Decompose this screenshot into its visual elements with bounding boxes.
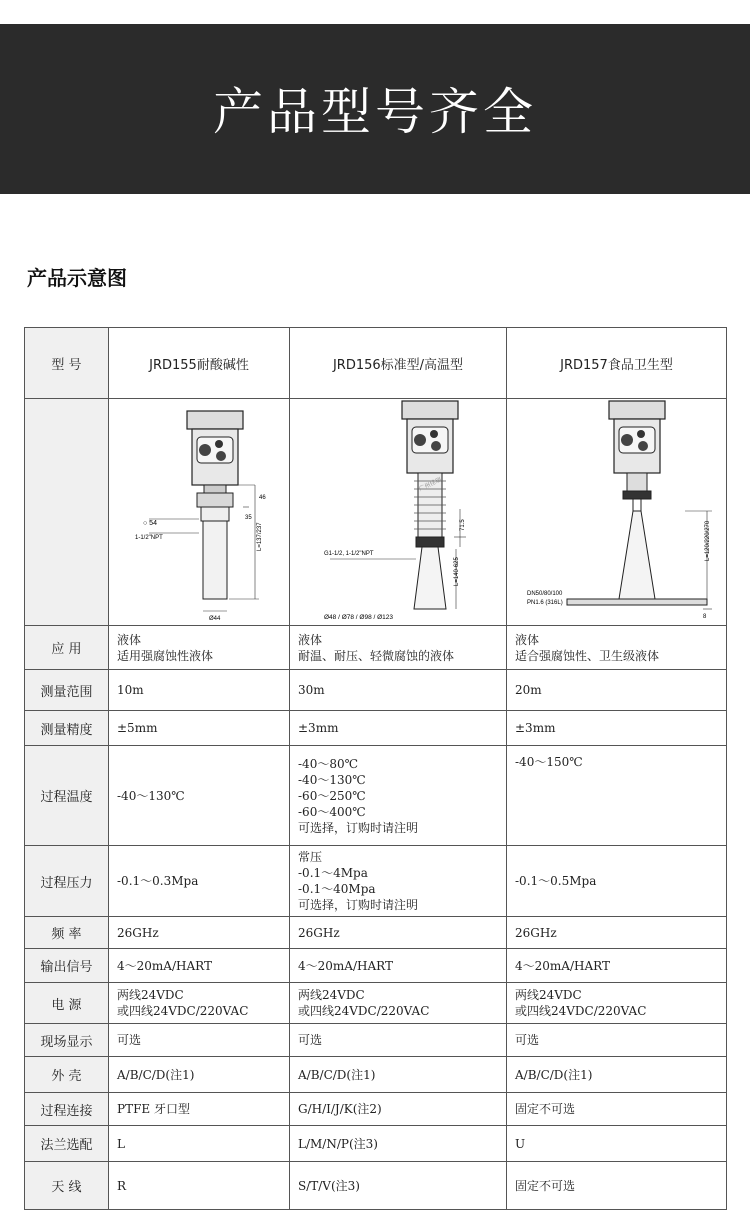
d2-dialist: Ø48 / Ø78 / Ø98 / Ø123: [324, 614, 394, 621]
diagram-row: [25, 399, 727, 626]
cell-line: 可选: [298, 1033, 323, 1047]
row-output-signal: [25, 949, 727, 983]
cell-line: 可选: [117, 1033, 142, 1047]
row-label-process-connection: 过程连接: [25, 1093, 109, 1126]
row-label-output-signal: 输出信号: [25, 949, 109, 983]
cell-application-model2: [290, 626, 507, 670]
cell-local-display-model2: [290, 1024, 507, 1057]
cell-line: 可选择，订购时请注明: [298, 820, 419, 835]
row-antenna: [25, 1162, 727, 1210]
row-label-flange-option: 法兰选配: [25, 1126, 109, 1162]
cell-frequency-model3: [507, 917, 727, 949]
cell-antenna-model1: [109, 1162, 290, 1210]
row-flange-option: [25, 1126, 727, 1162]
cell-process-pressure-model1: [109, 846, 290, 917]
cell-line: A/B/C/D(注1): [117, 1067, 195, 1082]
row-power-supply: [25, 983, 727, 1024]
cell-power-supply-model1: [109, 983, 290, 1024]
row-accuracy: [25, 711, 727, 746]
cell-application-model1: [109, 626, 290, 670]
row-label-housing: 外 壳: [25, 1057, 109, 1093]
d2-dim71: 71.5: [460, 519, 466, 531]
title-banner: [0, 24, 750, 194]
cell-line: L: [117, 1136, 125, 1151]
d1-hex-label: ○ 54: [143, 520, 157, 527]
section-title: 产品示意图: [27, 266, 127, 290]
cell-local-display-model3: [507, 1024, 727, 1057]
diagram-jrd155: [109, 399, 290, 626]
diagram-jrd157: [507, 399, 727, 626]
cell-line: R: [117, 1178, 127, 1193]
cell-line: ±3mm: [515, 721, 556, 735]
cell-flange-option-model1: [109, 1126, 290, 1162]
cell-line: 或四线24VDC/220VAC: [298, 1004, 430, 1018]
cell-line: 可选择，订购时请注明: [298, 898, 419, 912]
row-process-temp: [25, 746, 727, 846]
cell-output-signal-model2: [290, 949, 507, 983]
row-label-process-temp: 过程温度: [25, 746, 109, 846]
cell-line: -0.1～0.3Mpa: [117, 874, 199, 888]
cell-line: A/B/C/D(注1): [298, 1067, 376, 1082]
row-label-antenna: 天 线: [25, 1162, 109, 1210]
d2-diml: L=140-625: [454, 557, 460, 586]
cell-line: 两线24VDC: [117, 988, 184, 1002]
diagram-label-cell: [25, 399, 109, 626]
row-process-pressure: [25, 846, 727, 917]
row-label-process-pressure: 过程压力: [25, 846, 109, 917]
row-label-range: 测量范围: [25, 670, 109, 711]
cell-line: 或四线24VDC/220VAC: [117, 1004, 249, 1018]
cell-output-signal-model1: [109, 949, 290, 983]
cell-line: 两线24VDC: [298, 988, 365, 1002]
cell-process-pressure-model2: [290, 846, 507, 917]
cell-line: 液体: [117, 632, 142, 647]
row-range: [25, 670, 727, 711]
cell-line: 10m: [117, 683, 144, 697]
cell-line: -40～130℃: [298, 772, 366, 787]
diagram-jrd156: [290, 399, 507, 626]
cell-line: -60～250℃: [298, 788, 366, 803]
cell-line: ±5mm: [117, 721, 158, 735]
model-jrd157: JRD157食品卫生型: [507, 328, 727, 399]
d1-dia: Ø44: [209, 616, 221, 622]
cell-flange-option-model3: [507, 1126, 727, 1162]
cell-housing-model3: [507, 1057, 727, 1093]
cell-line: L/M/N/P(注3): [298, 1136, 378, 1151]
cell-line: 液体: [515, 632, 540, 647]
cell-line: -0.1～0.5Mpa: [515, 874, 597, 888]
cell-line: 20m: [515, 683, 542, 697]
cell-process-connection-model3: [507, 1093, 727, 1126]
cell-housing-model2: [290, 1057, 507, 1093]
cell-line: -0.1～40Mpa: [298, 882, 376, 896]
cell-range-model2: [290, 670, 507, 711]
spec-rows: [25, 626, 727, 1210]
cell-line: U: [515, 1136, 526, 1151]
cell-range-model1: [109, 670, 290, 711]
cell-line: 26GHz: [515, 925, 557, 940]
cell-line: 常压: [298, 850, 323, 864]
cell-line: A/B/C/D(注1): [515, 1067, 593, 1082]
cell-line: -40～130℃: [117, 788, 185, 803]
row-application: [25, 626, 727, 670]
header-label: 型 号: [25, 328, 109, 399]
cell-line: 26GHz: [298, 925, 340, 940]
model-jrd155: JRD155耐酸碱性: [109, 328, 290, 399]
cell-line: G/H/I/J/K(注2): [298, 1102, 382, 1116]
cell-line: PTFE 牙口型: [117, 1102, 190, 1116]
d1-dim46: 46: [259, 495, 266, 501]
cell-range-model3: [507, 670, 727, 711]
cell-process-temp-model2: [290, 746, 507, 846]
d1-dimlen: L=137/237: [257, 522, 263, 551]
cell-housing-model1: [109, 1057, 290, 1093]
cell-line: 适用强腐蚀性液体: [117, 648, 214, 663]
d1-dim35: 35: [245, 515, 252, 521]
row-label-application: 应 用: [25, 626, 109, 670]
cell-line: -60～400℃: [298, 804, 366, 819]
cell-line: 固定不可选: [515, 1102, 576, 1116]
cell-power-supply-model2: [290, 983, 507, 1024]
d2-watermark: 广州佳瑞: [418, 477, 443, 493]
row-label-local-display: 现场显示: [25, 1024, 109, 1057]
cell-process-pressure-model3: [507, 846, 727, 917]
cell-line: 4～20mA/HART: [515, 958, 610, 973]
cell-line: 或四线24VDC/220VAC: [515, 1004, 647, 1018]
cell-line: -40～80℃: [298, 756, 359, 771]
row-process-connection: [25, 1093, 727, 1126]
cell-application-model3: [507, 626, 727, 670]
cell-line: 4～20mA/HART: [298, 958, 393, 973]
spec-table: [24, 327, 727, 1210]
cell-output-signal-model3: [507, 949, 727, 983]
cell-accuracy-model1: [109, 711, 290, 746]
cell-line: 可选: [515, 1033, 540, 1047]
cell-power-supply-model3: [507, 983, 727, 1024]
cell-antenna-model2: [290, 1162, 507, 1210]
cell-line: 适合强腐蚀性、卫生级液体: [515, 648, 660, 663]
cell-line: 26GHz: [117, 925, 159, 940]
d3-flange: DN50/80/100: [527, 591, 563, 597]
row-label-frequency: 频 率: [25, 917, 109, 949]
cell-line: -0.1～4Mpa: [298, 866, 368, 880]
cell-line: S/T/V(注3): [298, 1178, 360, 1193]
cell-line: -40～150℃: [515, 755, 583, 769]
cell-antenna-model3: [507, 1162, 727, 1210]
cell-accuracy-model2: [290, 711, 507, 746]
cell-process-connection-model1: [109, 1093, 290, 1126]
cell-line: 30m: [298, 683, 325, 697]
row-housing: [25, 1057, 727, 1093]
cell-process-temp-model1: [109, 746, 290, 846]
d3-dim8: 8: [703, 614, 707, 620]
model-jrd156: JRD156标准型/高温型: [290, 328, 507, 399]
banner-title: 产品型号齐全: [213, 83, 537, 141]
cell-flange-option-model2: [290, 1126, 507, 1162]
cell-line: 固定不可选: [515, 1178, 576, 1193]
cell-line: 4～20mA/HART: [117, 958, 212, 973]
cell-frequency-model1: [109, 917, 290, 949]
cell-line: 耐温、耐压、轻微腐蚀的液体: [298, 648, 455, 663]
table-header-row: [25, 328, 727, 399]
d3-diml: L=120/220/270: [705, 520, 711, 561]
cell-line: 液体: [298, 632, 323, 647]
row-label-power-supply: 电 源: [25, 983, 109, 1024]
d3-pressure: PN1.6 (316L): [527, 600, 563, 606]
cell-frequency-model2: [290, 917, 507, 949]
row-label-accuracy: 测量精度: [25, 711, 109, 746]
cell-process-connection-model2: [290, 1093, 507, 1126]
cell-local-display-model1: [109, 1024, 290, 1057]
d2-thread: G1-1/2, 1-1/2"NPT: [324, 551, 374, 557]
row-frequency: [25, 917, 727, 949]
cell-process-temp-model3: [507, 746, 727, 846]
cell-line: ±3mm: [298, 721, 339, 735]
d1-thread-label: 1-1/2"NPT: [135, 535, 163, 541]
row-local-display: [25, 1024, 727, 1057]
cell-accuracy-model3: [507, 711, 727, 746]
cell-line: 两线24VDC: [515, 988, 582, 1002]
